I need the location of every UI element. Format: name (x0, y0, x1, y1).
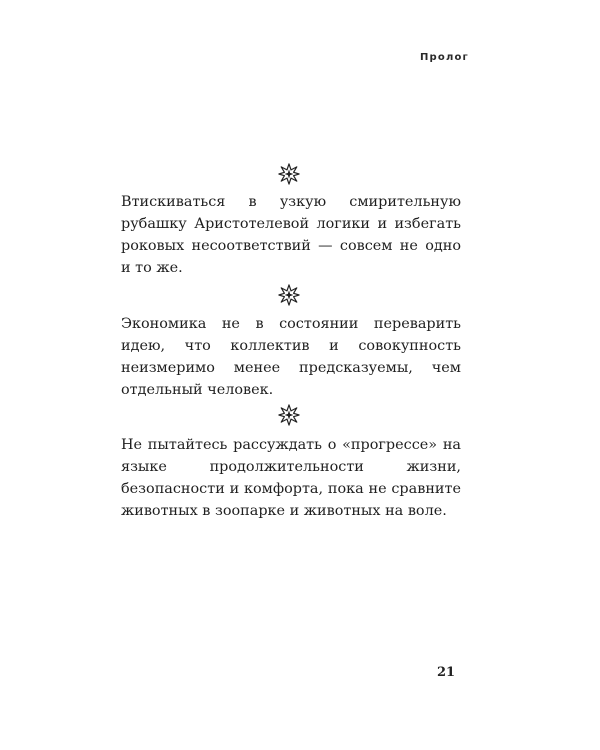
star-ornament-icon (278, 284, 300, 306)
aphorism-1-text: Втискиваться в узкую смирительную рубашку Аристотелевой логики и избегать роковых несоответствий — совсем не одно и то же. (121, 194, 461, 276)
page-number: 21 (437, 665, 456, 680)
running-head: Пролог (419, 52, 469, 63)
star-ornament-icon (278, 404, 300, 426)
aphorism-2-text: Экономика не в состоянии переварить идею, что коллектив и совокупность неизмеримо менее предсказуемы, чем отдельный человек. (121, 316, 461, 398)
aphorism-3-text: Не пытайтесь рассуждать о «прогрессе» на языке продолжительности жизни, безопасности и комфорта, пока не сравните животных в зоопарке и животных на воле. (121, 437, 461, 519)
star-ornament-icon (278, 163, 300, 185)
